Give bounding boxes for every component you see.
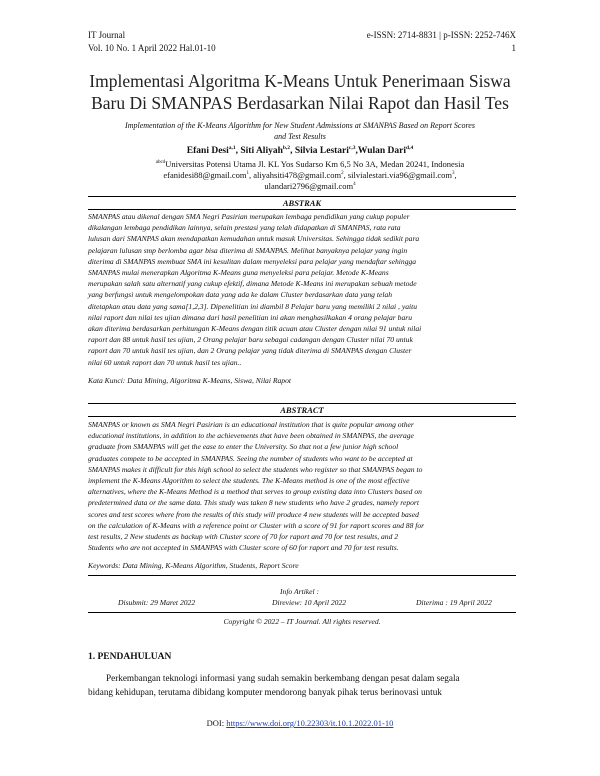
- author-sup: b,2: [282, 144, 291, 151]
- divider: [88, 403, 516, 404]
- abstrak-line: pelajaran lulusan smp berlomba agar bisa diterima di SMANPAS. Melihat banyaknya pelajar yang ingin: [88, 245, 408, 255]
- abstrak-line: yang berfungsi untuk mengelompokan data yang ada ke dalam Cluster berdasarkan data yang telah: [88, 290, 393, 300]
- kata-kunci: Kata Kunci: Data Mining, Algoritma K-Means, Siswa, Nilai Rapot: [88, 376, 291, 385]
- abstrak-line: diterima di SMANPAS membuat SMA ini kesulitan dalam menyeleksi para pelajar yang mendaftar sehingga: [88, 256, 417, 266]
- paper-title-line2: Baru Di SMANPAS Berdasarkan Nilai Rapot dan Hasil Tes: [91, 93, 509, 113]
- affiliation-text: Universitas Potensi Utama Jl. KL Yos Sudarso Km 6,5 No 3A, Medan 20241, Indonesia: [165, 159, 465, 169]
- copyright: Copyright © 2022 – IT Journal. All rights reserved.: [223, 617, 381, 626]
- abstract-line: on the calculation of K-Means with a reference point or Cluster with a score of 91 for raport scores and 88 for: [88, 520, 425, 530]
- issn: e-ISSN: 2714-8831 | p-ISSN: 2252-746X: [366, 30, 516, 40]
- doi-footer: [100, 718, 500, 728]
- abstract-line: predetermined data or the same data. This study was taken 8 new students who have 2 grades, namely report: [88, 498, 419, 508]
- author-list: [60, 146, 540, 156]
- doi-link[interactable]: https://www.doi.org/10.22303/it.10.1.2022.01-10: [226, 718, 394, 728]
- abstrak-line: nilai 60 untuk raport dan 70 untuk hasil tes ujian..: [88, 357, 242, 367]
- abstract-line: graduate from SMANPAS will get the ease to enter the University. So that not a few junior high school: [88, 442, 399, 452]
- affiliation-sup: abcd: [155, 160, 166, 166]
- reviewed-date: Direview: 10 April 2022: [272, 598, 347, 607]
- email[interactable]: silvialestari.via96@gmail.com: [347, 170, 452, 180]
- author-name: ,Wulan Dari: [355, 146, 407, 156]
- abstract-line: implement the K-Means Algorithm to select the students. The K-Means method is one of the most effective: [88, 476, 410, 486]
- abstrak-line: dikalangan lembaga pendidikan lainnya, selain prestasi yang telah didapatkan di SMANPAS, rata rata: [88, 223, 401, 233]
- divider: [88, 416, 516, 417]
- abstract-line: SMANPAS makes it difficult for this high school to select the students who register so that SMANPAS began to: [88, 464, 423, 474]
- abstrak-line: SMANPAS atau dikenal dengan SMA Negri Pasirian merupakan lembaga pendidikan yang cukup populer: [88, 212, 410, 221]
- section-body-line1: Perkembangan teknologi informasi yang sudah semakin berkembang dengan pesat dalam segala: [106, 673, 460, 683]
- abstrak-line: merupakan salah satu alternatif yang cukup efektif, dimana Metode K-Means ini merupakan sebuah metode: [88, 279, 417, 289]
- abstrak-line: lulusan dari SMANPAS akan mendapatkan kemudahan untuk masuk Universitas. Sehingga tidak sedikit para: [88, 234, 420, 244]
- abstrak-line: SMANPAS mulai menerapkan Algoritma K-Means guna menyeleksi para pelajar. Metode K-Means: [88, 268, 389, 278]
- abstract-line: alternatives, where the K-Means Method is a method that serves to group existing data into Clusters based on: [88, 487, 422, 497]
- abstract-line: graduates compete to be accepted in SMANPAS. Seeing the number of students who want to be accepted at: [88, 453, 413, 463]
- abstrak-line: akan diterima berdasarkan perhitungan K-Means dengan titik acuan atau Cluster dengan nilai 91 untuk nilai: [88, 324, 422, 334]
- abstrak-line: raport dan 70 untuk hasil tes ujian, dan 2 Orang pelajar yang tidak diterima di SMANPAS dengan Cluster: [88, 346, 412, 356]
- affiliation: [100, 159, 520, 170]
- accepted-date: Diterima : 19 April 2022: [416, 598, 492, 607]
- author-name: , Silvia Lestari: [290, 146, 349, 156]
- author-emails: efanidesi88@gmail.com$^1$, aliyahsiti478@gmail.com$^2$, silvialestari.via96@gmail.com$^3$,: [163, 170, 457, 180]
- page-number: 1: [511, 43, 516, 53]
- english-title-line2: and Test Results: [274, 132, 326, 141]
- author-emails-2: ulandari2796@gmail.com$^4$: [264, 181, 356, 191]
- author-name: , Siti Aliyah: [235, 146, 283, 156]
- article-info-heading: Info Artikel :: [280, 587, 320, 596]
- divider: [88, 575, 516, 576]
- abstrak-body: [88, 211, 516, 368]
- abstrak-line: raport dan 88 untuk hasil tes ujian, 2 Orang pelajar baru sebagai cadangan dengan Cluster nilai 70 untuk: [88, 335, 413, 345]
- abstract-line: Students who are not accepted in SMANPAS with Cluster score of 60 for raport and 70 for test results.: [88, 543, 399, 553]
- abstract-heading: ABSTRACT: [280, 405, 324, 415]
- section-heading: 1. PENDAHULUAN: [88, 652, 172, 662]
- abstract-line: scores and test scores where from the results of this study will produce 4 new students will be accepted based: [88, 509, 419, 519]
- abstrak-heading: ABSTRAK: [282, 198, 322, 208]
- abstract-body: [88, 419, 516, 553]
- author-sup: d,4: [406, 144, 414, 151]
- keywords: Keywords: Data Mining, K-Means Algorithm, Students, Report Score: [88, 561, 299, 570]
- abstract-line: test results, 2 New students as backup with Cluster score of 70 for raport and 70 for test results, and 2: [88, 532, 399, 542]
- abstrak-line: nilai raport dan nilai tes ujian dimana dari hasil penelitian ini akan menghasilkakan 4 orang pelajar baru: [88, 312, 412, 322]
- author-sup: a,1: [228, 144, 236, 151]
- journal-name: IT Journal: [88, 30, 126, 40]
- volume-info: Vol. 10 No. 1 April 2022 Hal.01-10: [88, 43, 216, 53]
- english-title-line1: Implementation of the K-Means Algorithm for New Student Admissions at SMANPAS Based on Report Scores: [125, 121, 475, 130]
- section-body-line2: bidang kehidupan, terutama dibidang komputer mendorong banyak pihak terus berinovasi untuk: [88, 687, 442, 697]
- email[interactable]: ulandari2796@gmail.com: [264, 181, 354, 191]
- abstract-line: SMANPAS or known as SMA Negri Pasirian is an educational institution that is quite popular among other: [88, 420, 414, 429]
- email[interactable]: aliyahsiti478@gmail.com: [253, 170, 342, 180]
- submitted-date: Disubmit: 29 Maret 2022: [118, 598, 196, 607]
- abstract-line: educational institutions, in addition to the achievements that have been obtained in SMANPAS, the average: [88, 431, 414, 441]
- paper-title-line1: Implementasi Algoritma K-Means Untuk Penerimaan Siswa: [89, 71, 511, 91]
- email[interactable]: efanidesi88@gmail.com: [163, 170, 247, 180]
- author-name: Efani Desi: [186, 146, 229, 156]
- divider: [88, 612, 516, 613]
- divider: [88, 196, 516, 197]
- divider: [88, 209, 516, 210]
- doi-label: DOI:: [206, 718, 227, 728]
- abstrak-line: ditetapkan atau data yang sama[1,2,3]. Dipenelitian ini diambil 8 Pelajar baru yang memiliki 2 nilai , yaitu: [88, 301, 418, 311]
- author-sup: c,3: [348, 144, 356, 151]
